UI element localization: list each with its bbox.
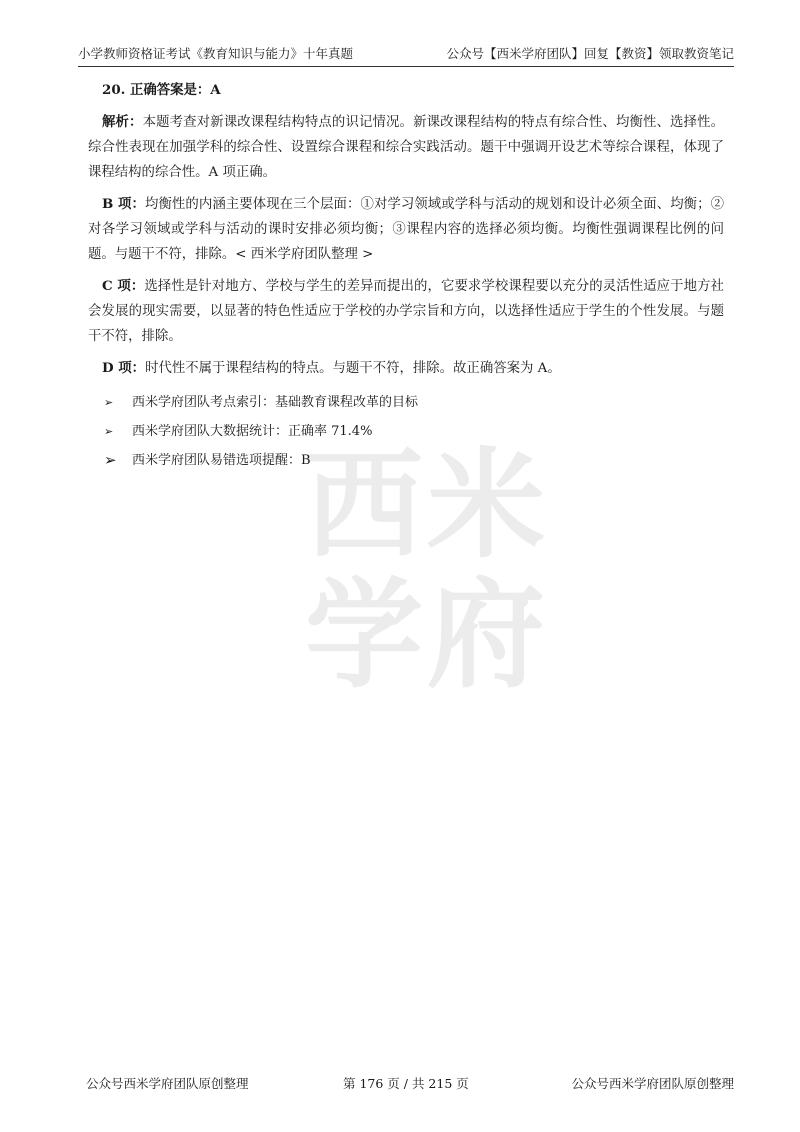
option-d-label: D 项： <box>102 360 146 376</box>
bullet-item-accuracy <box>88 417 724 446</box>
option-c-text: 选择性是针对地方、学校与学生的差异而提出的，它要求学校课程要以充分的灵活性适应于地方社会发展的现实需要，以显著的特色性适应于学校的办学宗旨和方向，以选择性适应于学生的个性发展。与题干不符，排除。 <box>88 279 724 344</box>
footer-left-text: 公众号西米学府团队原创整理 <box>86 1076 249 1091</box>
header-promo-text: 公众号【西米学府团队】回复【教资】领取教资笔记 <box>446 46 734 61</box>
header-exam-title: 小学教师资格证考试《教育知识与能力》十年真题 <box>78 46 354 61</box>
watermark-line-2: 学府 <box>304 566 549 704</box>
arrow-bullet-icon: ➢ <box>104 451 117 469</box>
option-b-text: 均衡性的内涵主要体现在三个层面：①对学习领域或学科与活动的规划和设计必须全面、均衡；②对各学习领域或学科与活动的课时安排必须均衡；③课程内容的选择必须均衡。均衡性强调课程比例的问题。与题干不符，排除。< 西米学府团队整理 > <box>88 197 725 262</box>
option-b-label: B 项： <box>102 196 145 212</box>
question-content <box>88 78 724 475</box>
option-d-text: 时代性不属于课程结构的特点。与题干不符，排除。故正确答案为 A。 <box>145 361 561 376</box>
bullet-item-wrong-option <box>88 446 724 475</box>
arrow-bullet-icon: ➢ <box>104 425 114 438</box>
bullet-list <box>88 388 724 475</box>
page-footer <box>86 1074 734 1094</box>
bullet-text: 西米学府团队考点索引：基础教育课程改革的目标 <box>132 395 419 410</box>
option-b-paragraph <box>88 192 724 267</box>
analysis-paragraph <box>88 110 724 185</box>
answer-title: 20. 正确答案是：A <box>102 82 221 98</box>
analysis-text: 本题考查对新课改课程结构特点的识记情况。新课改课程结构的特点有综合性、均衡性、选择性。综合性表现在加强学科的综合性、设置综合课程和综合实践活动。题干中强调开设艺术等综合课程，体现了课程结构的综合性。A 项正确。 <box>88 115 725 180</box>
bullet-text: 西米学府团队大数据统计：正确率 71.4% <box>132 424 373 439</box>
page-header <box>78 44 734 67</box>
option-c-paragraph <box>88 274 724 349</box>
bullet-text: 西米学府团队易错选项提醒：B <box>132 453 311 468</box>
analysis-label: 解析： <box>102 114 143 130</box>
arrow-bullet-icon: ➢ <box>104 396 114 409</box>
page-number: 第 176 页 / 共 215 页 <box>343 1076 469 1091</box>
option-c-label: C 项： <box>102 278 145 294</box>
footer-right-text: 公众号西米学府团队原创整理 <box>571 1076 734 1091</box>
bullet-item-exam-point <box>88 388 724 417</box>
watermark-line-1: 西米 <box>304 436 549 574</box>
watermark-logo <box>282 436 572 704</box>
option-d-paragraph <box>88 356 724 381</box>
